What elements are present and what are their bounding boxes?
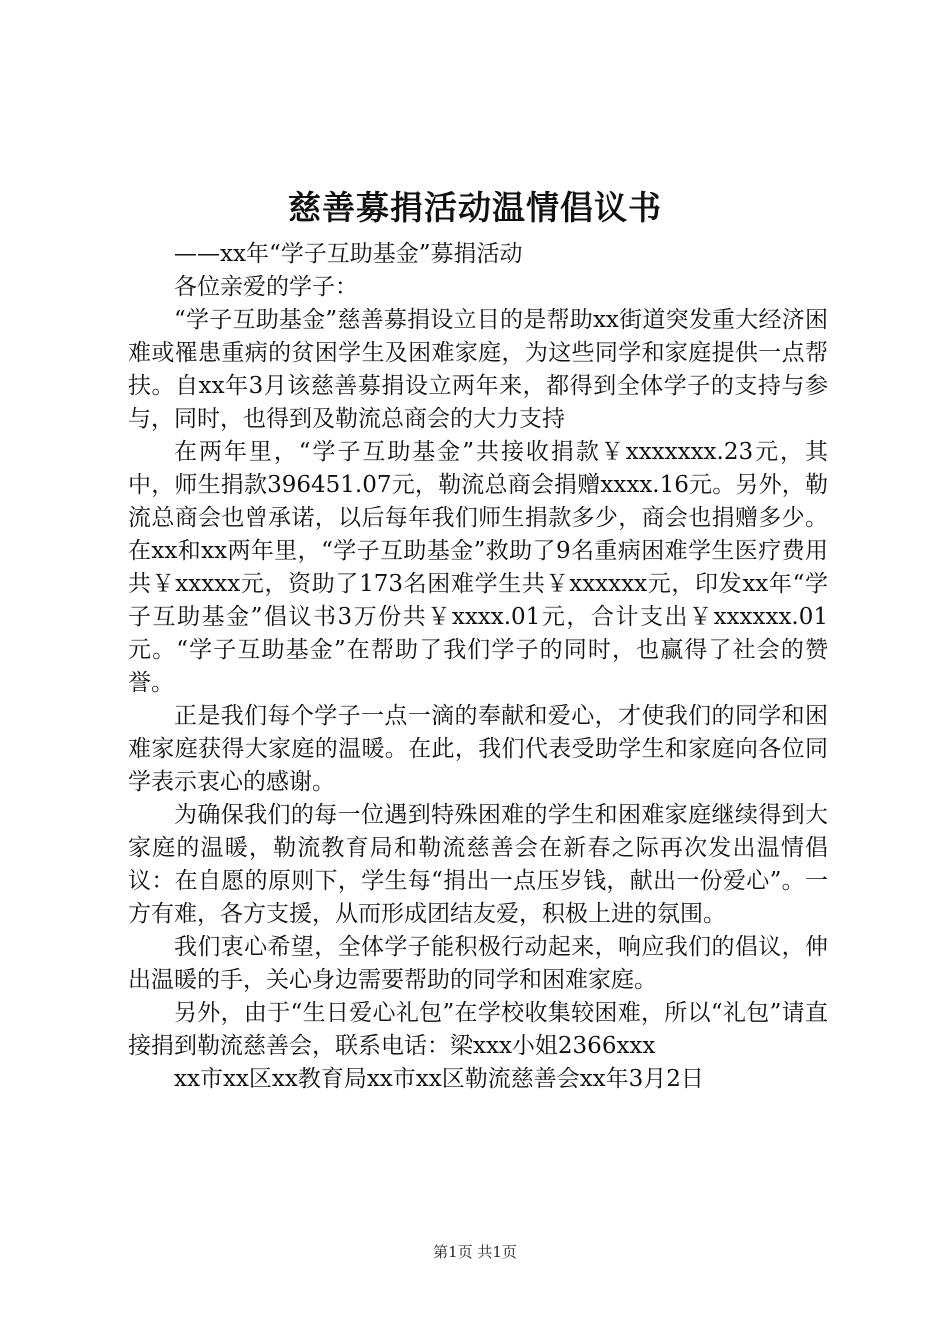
paragraph-hope: 我们衷心希望，全体学子能积极行动起来，响应我们的倡议，伸出温暖的手，关心身边需要帮助的同学和困难家庭。 — [128, 934, 828, 993]
paragraph-initiative: 为确保我们的每一位遇到特殊困难的学生和困难家庭继续得到大家庭的温暖，勒流教育局和勒流慈善会在新春之际再次发出温情倡议：在自愿的原则下，学生每“捐出一点压岁钱，献出一份爱心”。一方有难，各方支援，从而形成团结友爱，积极上进的氛围。 — [128, 802, 828, 927]
page-footer: 第1页 共1页 — [433, 1243, 517, 1261]
greeting: 各位亲爱的学子： — [174, 274, 358, 300]
signature-line: xx市xx区xx教育局xx市xx区勒流慈善会xx年3月2日 — [174, 1066, 704, 1092]
document-title: 慈善募捐活动温情倡议书 — [288, 188, 662, 227]
paragraph-purpose: “学子互助基金”慈善募捐设立目的是帮助xx街道突发重大经济困难或罹患重病的贫困学生及困难家庭，为这些同学和家庭提供一点帮扶。自xx年3月该慈善募捐设立两年来，都得到全体学子的支持与参与，同时，也得到及勒流总商会的大力支持 — [128, 307, 828, 432]
paragraph-thanks: 正是我们每个学子一点一滴的奉献和爱心，才使我们的同学和困难家庭获得大家庭的温暖。在此，我们代表受助学生和家庭向各位同学表示衷心的感谢。 — [128, 703, 828, 795]
paragraph-contact: 另外，由于“生日爱心礼包”在学校收集较困难，所以“礼包”请直接捐到勒流慈善会，联系电话：梁xxx小姐2366xxx — [128, 1000, 828, 1059]
document-body — [128, 238, 828, 1096]
paragraph-donations: 在两年里，“学子互助基金”共接收捐款￥xxxxxxx.23元，其中，师生捐款396451.07元，勒流总商会捐赠xxxx.16元。另外，勒流总商会也曾承诺，以后每年我们师生捐款多少，商会也捐赠多少。在xx和xx两年里，“学子互助基金”救助了9名重病困难学生医疗费用共￥xxxxx元，资助了173名困难学生共￥xxxxxx元，印发xx年“学子互助基金”倡议书3万份共￥xxxx.01元，合计支出￥xxxxxx.01元。“学子互助基金”在帮助了我们学子的同时，也赢得了社会的赞誉。 — [128, 439, 828, 696]
subtitle: ——xx年“学子互助基金”募捐活动 — [174, 241, 523, 267]
